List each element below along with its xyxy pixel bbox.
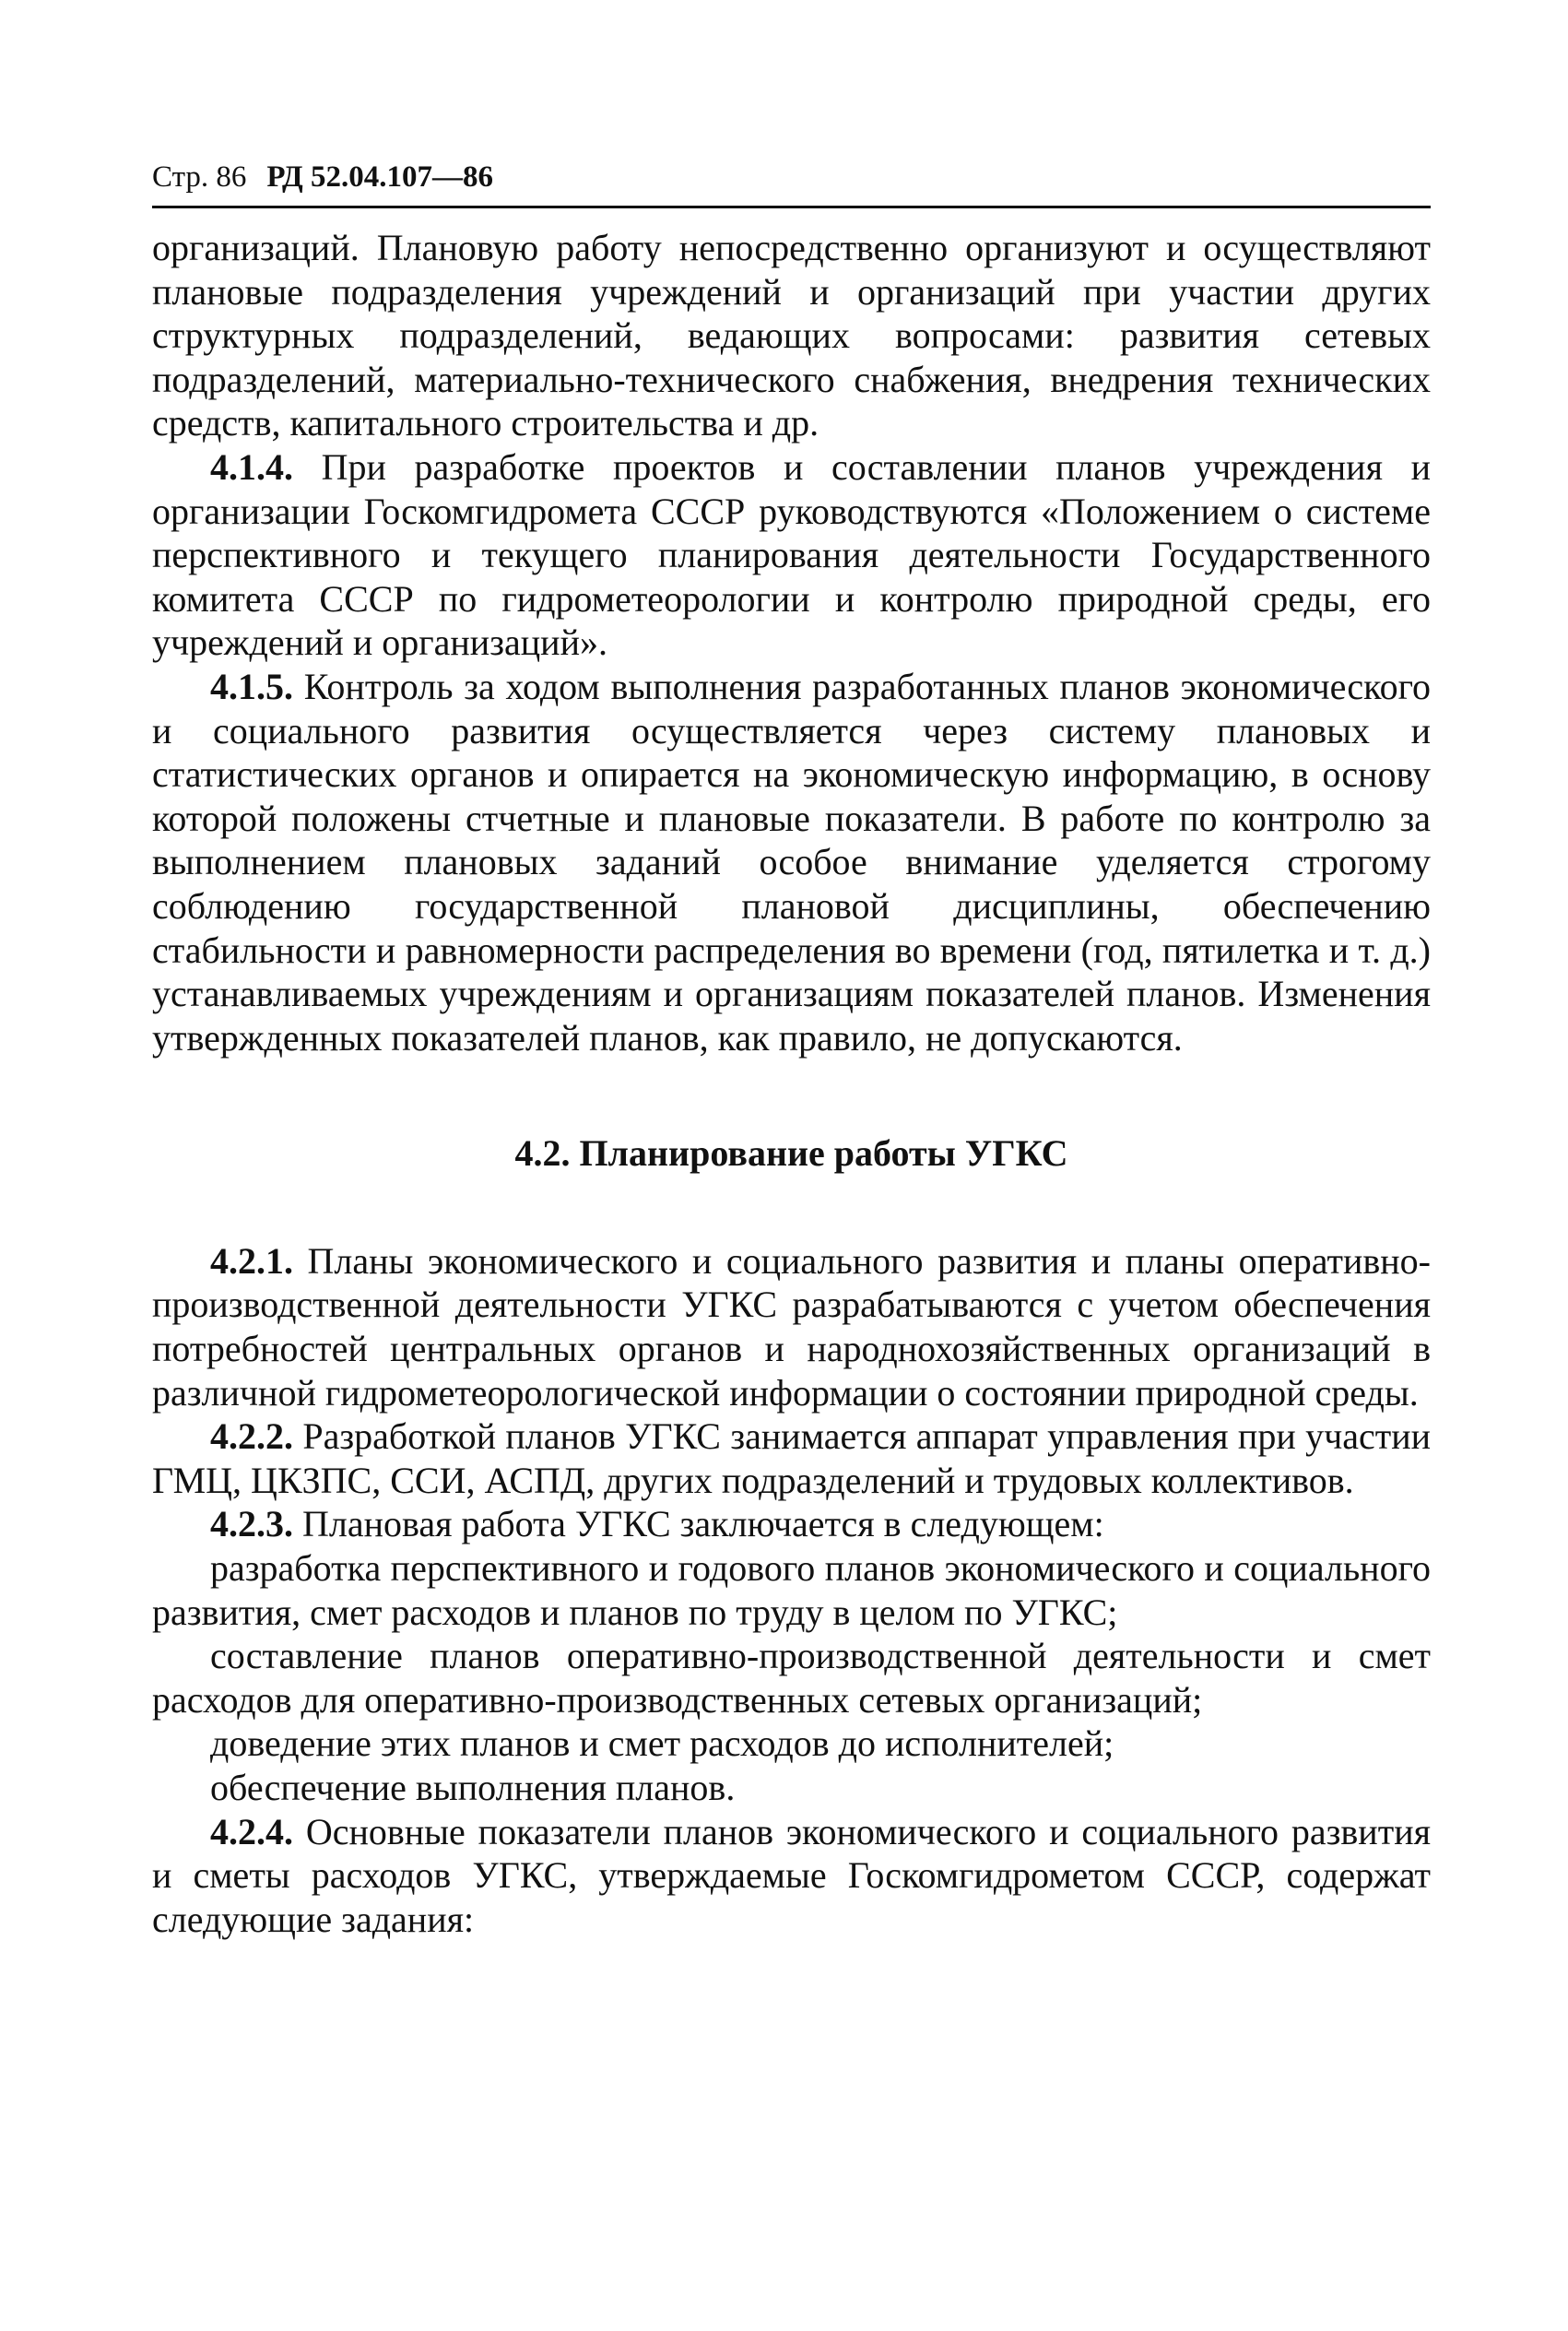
header-divider (152, 206, 1431, 208)
clause-number: 4.2.3. (210, 1503, 293, 1545)
clause-number: 4.2.4. (210, 1810, 293, 1852)
list-item: доведение этих планов и смет расходов до исполнителей; (210, 1722, 1114, 1765)
paragraph-text: Контроль за ходом выполнения разработанных планов экономического и социального развития осуществляется через систему плановых и статистических органов и опирается на экономическую информацию, в основу которой положены стчетные и плановые показатели. В работе по контролю за выполнением плановых заданий особое внимание уделяется строгому соблюдению государственной плановой дисциплины, обеспечению стабильности и равномерности распределения во времени (год, пятилетка и т. д.) устанавливаемых учреждениям и организациям показателей планов. Изменения утвержденных показателей планов, как правило, не допускаются. (152, 665, 1431, 1059)
paragraph-4-2-1 (152, 1239, 1431, 1414)
list-item: разработка перспективного и годового планов экономического и социального развития, смет расходов и планов по труду в целом по УГКС; (152, 1547, 1431, 1633)
paragraph-4-2-3 (152, 1502, 1431, 1546)
paragraph-4-1-5 (152, 665, 1431, 1059)
paragraph-4-1-4 (152, 445, 1431, 665)
clause-number: 4.1.5. (210, 665, 293, 707)
clause-number: 4.2.1. (210, 1239, 293, 1282)
clause-number: 4.1.4. (210, 445, 293, 488)
paragraph-continuation: организаций. Плановую работу непосредственно организуют и осуществляют плановые подразделения учреждений и организаций при участии других структурных подразделений, ведающих вопросами: развития сетевых подразделений, материально-технического снабжения, внедрения технических средств, капитального строительства и др. (152, 227, 1431, 444)
page-body (152, 226, 1431, 1941)
paragraph-text: Разработкой планов УГКС занимается аппарат управления при участии ГМЦ, ЦКЗПС, ССИ, АСПД, других подразделений и трудовых коллективов. (152, 1415, 1431, 1501)
page-header (152, 157, 493, 197)
paragraph-text: При разработке проектов и составлении планов учреждения и организации Госкомгидромета СССР руководствуются «Положением о системе перспективного и текущего планирования деятельности Государственного комитета СССР по гидрометеорологии и контролю природной среды, его учреждений и организаций». (152, 445, 1431, 664)
list-item: составление планов оперативно-производственной деятельности и смет расходов для оперативно-производственных сетевых организаций; (152, 1635, 1431, 1721)
section-heading: 4.2. Планирование работы УГКС (514, 1132, 1068, 1175)
clause-number: 4.2.2. (210, 1415, 293, 1458)
page-number: Стр. 86 (152, 160, 247, 194)
paragraph-text: Плановая работа УГКС заключается в следующем: (293, 1503, 1104, 1545)
paragraph-4-2-2 (152, 1414, 1431, 1502)
list-item: обеспечение выполнения планов. (210, 1767, 736, 1808)
paragraph-text: Планы экономического и социального развития и планы оперативно-производственной деятельности УГКС разрабатываются с учетом обеспечения потребностей центральных органов и народнохозяйственных организаций в различной гидрометеорологической информации о состоянии природной среды. (152, 1239, 1431, 1414)
paragraph-text: Основные показатели планов экономического и социального развития и сметы расходов УГКС, утверждаемые Госкомгидрометом СССР, содержат следующие задания: (152, 1810, 1431, 1940)
document-code: РД 52.04.107—86 (266, 160, 493, 194)
paragraph-4-2-4 (152, 1810, 1431, 1942)
